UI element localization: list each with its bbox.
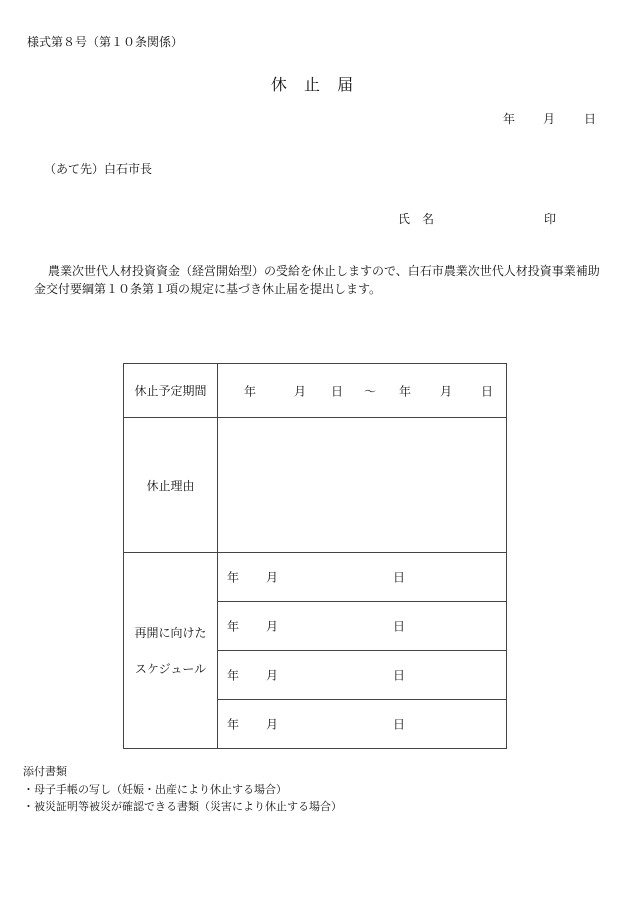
schedule-month: 月 xyxy=(266,717,279,732)
period-start-year: 年 xyxy=(244,384,257,398)
reason-field[interactable] xyxy=(218,418,507,553)
addressee: （あて先）白石市長 xyxy=(44,162,153,176)
attachment-item: ・母子手帳の写し（妊娠・出産により休止する場合） xyxy=(23,783,287,796)
resume-label-line2: スケジュール xyxy=(134,661,207,676)
seal-label: 印 xyxy=(544,212,557,226)
schedule-row xyxy=(124,553,507,602)
page-title: 休 止 届 xyxy=(270,75,360,94)
reason-row xyxy=(124,418,507,553)
schedule-field[interactable] xyxy=(218,700,507,749)
schedule-month: 月 xyxy=(266,570,279,585)
form-number: 様式第８号（第１０条関係） xyxy=(27,35,184,49)
schedule-month: 月 xyxy=(266,668,279,683)
schedule-year: 年 xyxy=(227,570,240,585)
period-field[interactable] xyxy=(218,364,507,418)
attachment-item: ・被災証明等被災が確認できる書類（災害により休止する場合） xyxy=(23,800,342,813)
period-start-month: 月 xyxy=(294,384,307,398)
period-row xyxy=(124,364,507,418)
schedule-year: 年 xyxy=(227,668,240,683)
date-year: 年 xyxy=(503,112,516,126)
reason-label: 休止理由 xyxy=(124,418,218,553)
schedule-field[interactable] xyxy=(218,602,507,651)
suspension-form-table xyxy=(123,363,507,749)
attachments-title: 添付書類 xyxy=(23,765,67,778)
schedule-field[interactable] xyxy=(218,651,507,700)
resume-label xyxy=(124,553,218,749)
date-month: 月 xyxy=(543,112,556,126)
period-label: 休止予定期間 xyxy=(124,364,218,418)
body-text: 農業次世代人材投資資金（経営開始型）の受給を休止しますので、白石市農業次世代人材投資事業補助金交付要綱第１０条第１項の規定に基づき休止届を提出します。 xyxy=(34,264,600,296)
period-end-year: 年 xyxy=(399,384,412,398)
schedule-month: 月 xyxy=(266,619,279,634)
schedule-year: 年 xyxy=(227,619,240,634)
schedule-day: 日 xyxy=(393,717,406,732)
period-start-day: 日 xyxy=(331,384,344,398)
period-separator: ～ xyxy=(364,384,377,398)
schedule-day: 日 xyxy=(393,619,406,634)
resume-label-line1: 再開に向けた xyxy=(134,625,207,640)
name-label: 氏 名 xyxy=(398,212,435,226)
schedule-year: 年 xyxy=(227,717,240,732)
schedule-field[interactable] xyxy=(218,553,507,602)
date-day: 日 xyxy=(584,112,597,126)
period-end-month: 月 xyxy=(440,384,453,398)
schedule-day: 日 xyxy=(393,668,406,683)
period-end-day: 日 xyxy=(481,384,494,398)
schedule-day: 日 xyxy=(393,570,406,585)
